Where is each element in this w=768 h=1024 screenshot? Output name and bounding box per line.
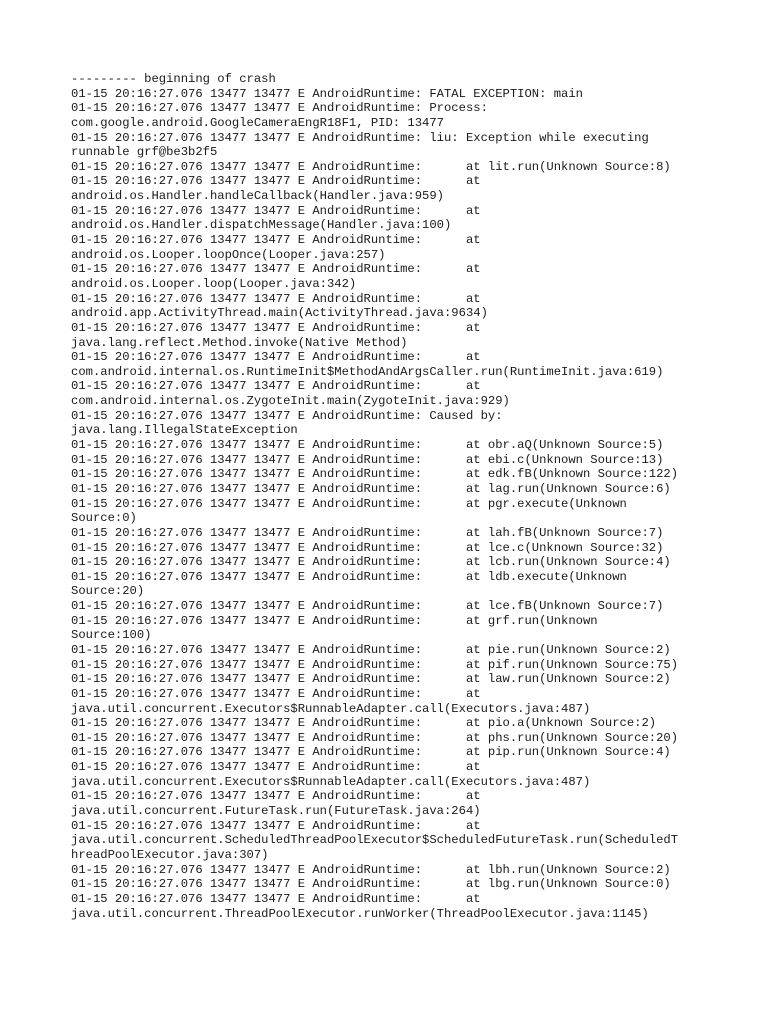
log-line: Source:100) bbox=[71, 628, 152, 643]
log-line: java.lang.IllegalStateException bbox=[71, 423, 298, 438]
log-line: 01-15 20:16:27.076 13477 13477 E AndroidRuntime: at pip.run(Unknown Source:4) bbox=[71, 745, 671, 760]
log-line: android.os.Handler.dispatchMessage(Handler.java:100) bbox=[71, 218, 452, 233]
log-line: 01-15 20:16:27.076 13477 13477 E AndroidRuntime: at bbox=[71, 686, 481, 701]
log-line: 01-15 20:16:27.076 13477 13477 E AndroidRuntime: at pie.run(Unknown Source:2) bbox=[71, 642, 671, 657]
log-line: 01-15 20:16:27.076 13477 13477 E AndroidRuntime: at bbox=[71, 291, 481, 306]
log-line: 01-15 20:16:27.076 13477 13477 E AndroidRuntime: FATAL EXCEPTION: main bbox=[71, 86, 583, 101]
log-line: 01-15 20:16:27.076 13477 13477 E AndroidRuntime: at lbg.run(Unknown Source:0) bbox=[71, 877, 671, 892]
crash-log bbox=[71, 72, 711, 921]
log-line: 01-15 20:16:27.076 13477 13477 E AndroidRuntime: at bbox=[71, 320, 481, 335]
log-line: java.lang.reflect.Method.invoke(Native Method) bbox=[71, 335, 408, 350]
log-line: 01-15 20:16:27.076 13477 13477 E AndroidRuntime: at bbox=[71, 818, 481, 833]
log-line: 01-15 20:16:27.076 13477 13477 E AndroidRuntime: Process: bbox=[71, 101, 488, 116]
log-line: 01-15 20:16:27.076 13477 13477 E AndroidRuntime: at lah.fB(Unknown Source:7) bbox=[71, 525, 664, 540]
log-line: 01-15 20:16:27.076 13477 13477 E AndroidRuntime: at obr.aQ(Unknown Source:5) bbox=[71, 438, 664, 453]
log-line: android.os.Looper.loop(Looper.java:342) bbox=[71, 276, 357, 291]
log-line: 01-15 20:16:27.076 13477 13477 E AndroidRuntime: at law.run(Unknown Source:2) bbox=[71, 672, 671, 687]
log-line: java.util.concurrent.ScheduledThreadPoolExecutor$ScheduledFutureTask.run(ScheduledT bbox=[71, 833, 679, 848]
log-line: com.android.internal.os.RuntimeInit$MethodAndArgsCaller.run(RuntimeInit.java:619) bbox=[71, 364, 664, 379]
log-line: 01-15 20:16:27.076 13477 13477 E AndroidRuntime: at lcb.run(Unknown Source:4) bbox=[71, 555, 671, 570]
log-line: 01-15 20:16:27.076 13477 13477 E AndroidRuntime: at lag.run(Unknown Source:6) bbox=[71, 481, 671, 496]
log-line: 01-15 20:16:27.076 13477 13477 E AndroidRuntime: at lit.run(Unknown Source:8) bbox=[71, 159, 671, 174]
log-line: hreadPoolExecutor.java:307) bbox=[71, 847, 269, 862]
log-line: 01-15 20:16:27.076 13477 13477 E AndroidRuntime: at bbox=[71, 891, 481, 906]
log-line: 01-15 20:16:27.076 13477 13477 E AndroidRuntime: at ldb.execute(Unknown bbox=[71, 569, 627, 584]
log-line: 01-15 20:16:27.076 13477 13477 E AndroidRuntime: at bbox=[71, 379, 481, 394]
log-line: android.os.Handler.handleCallback(Handler.java:959) bbox=[71, 189, 444, 204]
log-line: 01-15 20:16:27.076 13477 13477 E AndroidRuntime: at phs.run(Unknown Source:20) bbox=[71, 730, 679, 745]
log-line: java.util.concurrent.ThreadPoolExecutor.runWorker(ThreadPoolExecutor.java:1145) bbox=[71, 906, 649, 921]
log-line: 01-15 20:16:27.076 13477 13477 E AndroidRuntime: at bbox=[71, 262, 481, 277]
log-line: java.util.concurrent.Executors$RunnableAdapter.call(Executors.java:487) bbox=[71, 701, 591, 716]
log-line: Source:0) bbox=[71, 511, 137, 526]
log-line: com.android.internal.os.ZygoteInit.main(ZygoteInit.java:929) bbox=[71, 394, 510, 409]
log-line: 01-15 20:16:27.076 13477 13477 E AndroidRuntime: at lbh.run(Unknown Source:2) bbox=[71, 862, 671, 877]
log-line: 01-15 20:16:27.076 13477 13477 E AndroidRuntime: at bbox=[71, 350, 481, 365]
log-line: 01-15 20:16:27.076 13477 13477 E AndroidRuntime: Caused by: bbox=[71, 408, 503, 423]
log-line: 01-15 20:16:27.076 13477 13477 E AndroidRuntime: at lce.c(Unknown Source:32) bbox=[71, 540, 664, 555]
log-line: 01-15 20:16:27.076 13477 13477 E AndroidRuntime: at bbox=[71, 760, 481, 775]
log-line: 01-15 20:16:27.076 13477 13477 E AndroidRuntime: at grf.run(Unknown bbox=[71, 613, 598, 628]
log-line: 01-15 20:16:27.076 13477 13477 E AndroidRuntime: at ebi.c(Unknown Source:13) bbox=[71, 452, 664, 467]
log-line: runnable grf@be3b2f5 bbox=[71, 145, 218, 160]
log-line: 01-15 20:16:27.076 13477 13477 E AndroidRuntime: at pio.a(Unknown Source:2) bbox=[71, 716, 657, 731]
log-line: 01-15 20:16:27.076 13477 13477 E AndroidRuntime: at bbox=[71, 789, 481, 804]
log-line: 01-15 20:16:27.076 13477 13477 E AndroidRuntime: at lce.fB(Unknown Source:7) bbox=[71, 599, 664, 614]
log-line: 01-15 20:16:27.076 13477 13477 E AndroidRuntime: at bbox=[71, 174, 481, 189]
log-line: android.os.Looper.loopOnce(Looper.java:257) bbox=[71, 247, 386, 262]
log-line: java.util.concurrent.FutureTask.run(FutureTask.java:264) bbox=[71, 804, 481, 819]
log-line: --------- beginning of crash bbox=[71, 72, 276, 86]
log-line: 01-15 20:16:27.076 13477 13477 E AndroidRuntime: at pgr.execute(Unknown bbox=[71, 496, 627, 511]
log-line: 01-15 20:16:27.076 13477 13477 E AndroidRuntime: liu: Exception while executing bbox=[71, 130, 649, 145]
log-line: 01-15 20:16:27.076 13477 13477 E AndroidRuntime: at pif.run(Unknown Source:75) bbox=[71, 657, 679, 672]
log-line: com.google.android.GoogleCameraEngR18F1, PID: 13477 bbox=[71, 115, 444, 130]
log-line: java.util.concurrent.Executors$RunnableAdapter.call(Executors.java:487) bbox=[71, 774, 591, 789]
log-line: android.app.ActivityThread.main(ActivityThread.java:9634) bbox=[71, 306, 488, 321]
log-line: Source:20) bbox=[71, 584, 145, 599]
log-line: 01-15 20:16:27.076 13477 13477 E AndroidRuntime: at bbox=[71, 203, 481, 218]
log-line: 01-15 20:16:27.076 13477 13477 E AndroidRuntime: at edk.fB(Unknown Source:122) bbox=[71, 467, 679, 482]
log-line: 01-15 20:16:27.076 13477 13477 E AndroidRuntime: at bbox=[71, 233, 481, 248]
